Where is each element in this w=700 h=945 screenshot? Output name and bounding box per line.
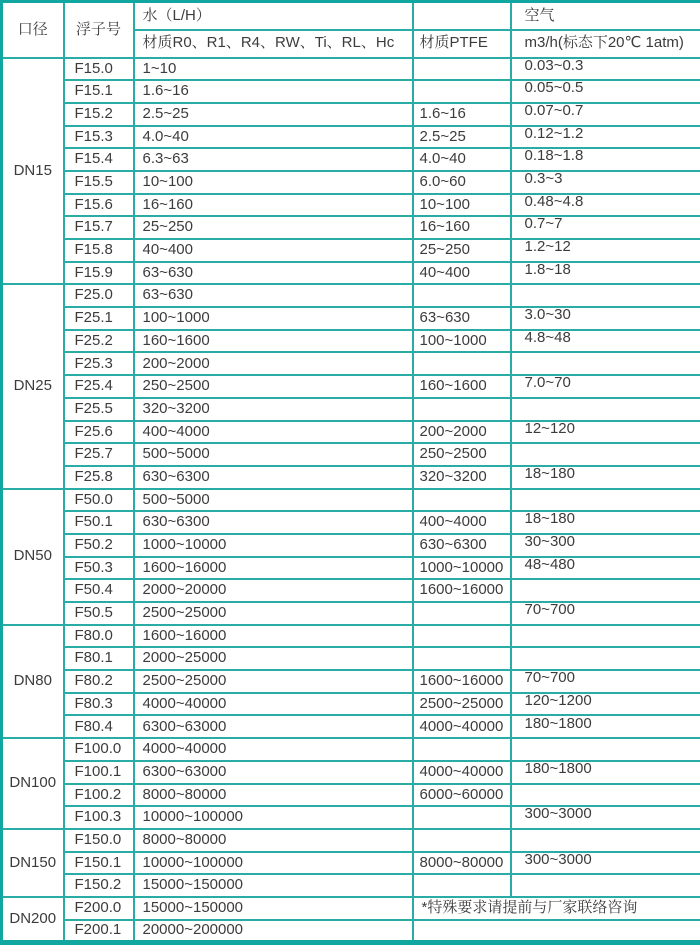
water-range-cell: 15000~150000 bbox=[134, 897, 413, 920]
float-number-cell: F100.1 bbox=[64, 761, 134, 784]
water-range-cell: 500~5000 bbox=[134, 443, 413, 466]
ptfe-range-cell: 4000~40000 bbox=[413, 715, 511, 738]
note-cell: *特殊要求请提前与厂家联络咨询 bbox=[413, 897, 700, 920]
ptfe-range-cell: 200~2000 bbox=[413, 421, 511, 444]
water-range-cell: 10~100 bbox=[134, 171, 413, 194]
ptfe-range-cell bbox=[413, 489, 511, 512]
float-number-cell: F150.0 bbox=[64, 829, 134, 852]
air-range-cell bbox=[511, 670, 700, 693]
table-row bbox=[2, 194, 700, 217]
water-range-cell: 2000~25000 bbox=[134, 647, 413, 670]
water-range-cell: 4000~40000 bbox=[134, 693, 413, 716]
table-row bbox=[2, 761, 700, 784]
air-range-text: 48~480 bbox=[524, 556, 575, 573]
air-range-text: 4.8~48 bbox=[524, 329, 571, 346]
air-range-cell bbox=[511, 352, 700, 375]
table-row bbox=[2, 443, 700, 466]
ptfe-range-cell: 2.5~25 bbox=[413, 126, 511, 149]
water-range-cell: 200~2000 bbox=[134, 352, 413, 375]
ptfe-range-cell bbox=[413, 647, 511, 670]
air-range-cell bbox=[511, 216, 700, 239]
air-range-text: 180~1800 bbox=[524, 715, 592, 732]
air-range-text: 3.0~30 bbox=[524, 307, 571, 324]
table-row bbox=[2, 579, 700, 602]
table-row bbox=[2, 58, 700, 81]
water-range-cell: 160~1600 bbox=[134, 330, 413, 353]
air-range-text: 70~700 bbox=[524, 602, 575, 619]
table-row bbox=[2, 829, 700, 852]
float-number-cell: F15.3 bbox=[64, 126, 134, 149]
water-range-cell: 1000~10000 bbox=[134, 534, 413, 557]
diameter-cell: DN25 bbox=[2, 284, 64, 488]
air-range-cell bbox=[511, 171, 700, 194]
table-row bbox=[2, 80, 700, 103]
water-range-cell: 63~630 bbox=[134, 262, 413, 285]
air-range-text: 18~180 bbox=[524, 465, 575, 482]
header-diameter: 口径 bbox=[2, 2, 64, 58]
ptfe-range-cell bbox=[413, 738, 511, 761]
air-range-cell bbox=[511, 511, 700, 534]
table-row bbox=[2, 284, 700, 307]
water-range-cell: 2.5~25 bbox=[134, 103, 413, 126]
ptfe-range-cell: 400~4000 bbox=[413, 511, 511, 534]
float-number-cell: F150.1 bbox=[64, 852, 134, 875]
float-number-cell: F15.7 bbox=[64, 216, 134, 239]
float-number-cell: F25.0 bbox=[64, 284, 134, 307]
air-range-cell bbox=[511, 239, 700, 262]
air-range-cell bbox=[511, 852, 700, 875]
float-number-cell: F50.3 bbox=[64, 557, 134, 580]
water-range-cell: 8000~80000 bbox=[134, 829, 413, 852]
ptfe-range-cell bbox=[413, 829, 511, 852]
float-number-cell: F100.2 bbox=[64, 784, 134, 807]
ptfe-range-cell: 160~1600 bbox=[413, 375, 511, 398]
air-range-cell bbox=[511, 806, 700, 829]
water-range-cell: 6.3~63 bbox=[134, 148, 413, 171]
table-row bbox=[2, 511, 700, 534]
diameter-cell: DN15 bbox=[2, 58, 64, 285]
water-range-cell: 1600~16000 bbox=[134, 557, 413, 580]
air-range-cell bbox=[511, 874, 700, 897]
air-range-text: 18~180 bbox=[524, 511, 575, 528]
float-number-cell: F25.4 bbox=[64, 375, 134, 398]
float-number-cell: F200.1 bbox=[64, 920, 134, 943]
air-range-text: 12~120 bbox=[524, 420, 575, 437]
water-range-cell: 630~6300 bbox=[134, 511, 413, 534]
air-range-cell bbox=[511, 80, 700, 103]
float-number-cell: F100.0 bbox=[64, 738, 134, 761]
water-range-cell: 15000~150000 bbox=[134, 874, 413, 897]
water-range-cell: 2500~25000 bbox=[134, 670, 413, 693]
diameter-cell: DN50 bbox=[2, 489, 64, 625]
table-row bbox=[2, 148, 700, 171]
header-material-ptfe: 材质PTFE bbox=[413, 30, 511, 58]
ptfe-range-cell: 2500~25000 bbox=[413, 693, 511, 716]
air-range-cell bbox=[511, 784, 700, 807]
water-range-cell: 250~2500 bbox=[134, 375, 413, 398]
water-range-cell: 10000~100000 bbox=[134, 806, 413, 829]
table-row bbox=[2, 625, 700, 648]
air-range-text: 70~700 bbox=[524, 670, 575, 687]
ptfe-range-cell: 16~160 bbox=[413, 216, 511, 239]
water-range-cell: 320~3200 bbox=[134, 398, 413, 421]
table-row bbox=[2, 216, 700, 239]
table-row bbox=[2, 171, 700, 194]
ptfe-range-cell: 630~6300 bbox=[413, 534, 511, 557]
float-number-cell: F150.2 bbox=[64, 874, 134, 897]
table-row bbox=[2, 852, 700, 875]
float-number-cell: F80.0 bbox=[64, 625, 134, 648]
table-row bbox=[2, 874, 700, 897]
air-range-cell bbox=[511, 715, 700, 738]
diameter-cell: DN100 bbox=[2, 738, 64, 829]
table-row bbox=[2, 103, 700, 126]
water-range-cell: 2500~25000 bbox=[134, 602, 413, 625]
ptfe-range-cell bbox=[413, 602, 511, 625]
water-range-cell: 4000~40000 bbox=[134, 738, 413, 761]
header-air-group: 空气 bbox=[511, 2, 700, 30]
air-range-text: 0.05~0.5 bbox=[524, 80, 584, 97]
table-row bbox=[2, 375, 700, 398]
water-range-cell: 10000~100000 bbox=[134, 852, 413, 875]
air-range-cell bbox=[511, 693, 700, 716]
water-range-cell: 8000~80000 bbox=[134, 784, 413, 807]
air-range-text: 0.12~1.2 bbox=[524, 125, 584, 142]
table-row bbox=[2, 330, 700, 353]
water-range-cell: 500~5000 bbox=[134, 489, 413, 512]
air-range-cell bbox=[511, 126, 700, 149]
float-number-cell: F15.4 bbox=[64, 148, 134, 171]
ptfe-range-cell: 10~100 bbox=[413, 194, 511, 217]
float-number-cell: F80.1 bbox=[64, 647, 134, 670]
water-range-cell: 25~250 bbox=[134, 216, 413, 239]
header-water-group: 水（L/H） bbox=[134, 2, 413, 30]
ptfe-range-cell: 6000~60000 bbox=[413, 784, 511, 807]
air-range-cell bbox=[511, 443, 700, 466]
table-row bbox=[2, 398, 700, 421]
table-row bbox=[2, 602, 700, 625]
table-row bbox=[2, 307, 700, 330]
air-range-text: 0.3~3 bbox=[524, 170, 563, 188]
float-number-cell: F25.1 bbox=[64, 307, 134, 330]
float-number-cell: F25.3 bbox=[64, 352, 134, 375]
water-range-cell: 400~4000 bbox=[134, 421, 413, 444]
ptfe-range-cell: 100~1000 bbox=[413, 330, 511, 353]
air-range-cell bbox=[511, 557, 700, 580]
air-range-text: 0.48~4.8 bbox=[524, 193, 584, 210]
ptfe-range-cell bbox=[413, 352, 511, 375]
float-number-cell: F50.5 bbox=[64, 602, 134, 625]
air-range-cell bbox=[511, 761, 700, 784]
ptfe-range-cell: 1600~16000 bbox=[413, 670, 511, 693]
water-range-cell: 6300~63000 bbox=[134, 715, 413, 738]
table-row bbox=[2, 738, 700, 761]
ptfe-range-cell: 1000~10000 bbox=[413, 557, 511, 580]
air-range-cell bbox=[511, 829, 700, 852]
table-row bbox=[2, 421, 700, 444]
air-range-cell bbox=[511, 489, 700, 512]
air-range-cell bbox=[511, 194, 700, 217]
float-number-cell: F50.0 bbox=[64, 489, 134, 512]
air-range-cell bbox=[511, 534, 700, 557]
air-range-cell bbox=[511, 58, 700, 81]
table-row bbox=[2, 557, 700, 580]
ptfe-range-cell: 6.0~60 bbox=[413, 171, 511, 194]
float-number-cell: F15.8 bbox=[64, 239, 134, 262]
air-range-cell bbox=[511, 421, 700, 444]
air-range-cell bbox=[511, 647, 700, 670]
header-material-r: 材质R0、R1、R4、RW、Ti、RL、Hc bbox=[134, 30, 413, 58]
header-air-unit: m3/h(标态下20℃ 1atm) bbox=[511, 30, 700, 58]
air-range-text: 1.8~18 bbox=[524, 261, 571, 278]
water-range-cell: 6300~63000 bbox=[134, 761, 413, 784]
air-range-text: 0.03~0.3 bbox=[524, 57, 584, 74]
air-range-text: 180~1800 bbox=[524, 760, 592, 777]
float-number-cell: F15.1 bbox=[64, 80, 134, 103]
air-range-text: 0.7~7 bbox=[524, 216, 563, 233]
water-range-cell: 630~6300 bbox=[134, 466, 413, 489]
ptfe-range-cell: 320~3200 bbox=[413, 466, 511, 489]
air-range-text: 300~3000 bbox=[524, 851, 592, 868]
float-number-cell: F50.4 bbox=[64, 579, 134, 602]
diameter-cell: DN150 bbox=[2, 829, 64, 897]
air-range-cell bbox=[511, 625, 700, 648]
air-range-text: 0.18~1.8 bbox=[524, 148, 584, 165]
float-number-cell: F15.5 bbox=[64, 171, 134, 194]
diameter-cell: DN80 bbox=[2, 625, 64, 738]
table-row bbox=[2, 920, 700, 943]
table-row bbox=[2, 352, 700, 375]
float-number-cell: F100.3 bbox=[64, 806, 134, 829]
water-range-cell: 1.6~16 bbox=[134, 80, 413, 103]
ptfe-range-cell bbox=[413, 625, 511, 648]
water-range-cell: 1600~16000 bbox=[134, 625, 413, 648]
air-range-cell bbox=[511, 103, 700, 126]
water-range-cell: 63~630 bbox=[134, 284, 413, 307]
ptfe-range-cell bbox=[413, 806, 511, 829]
ptfe-range-cell: 4000~40000 bbox=[413, 761, 511, 784]
ptfe-range-cell: 4.0~40 bbox=[413, 148, 511, 171]
water-range-cell: 100~1000 bbox=[134, 307, 413, 330]
float-number-cell: F50.2 bbox=[64, 534, 134, 557]
water-range-cell: 4.0~40 bbox=[134, 126, 413, 149]
ptfe-range-cell: 1600~16000 bbox=[413, 579, 511, 602]
air-range-cell bbox=[511, 602, 700, 625]
water-range-cell: 40~400 bbox=[134, 239, 413, 262]
table-row bbox=[2, 239, 700, 262]
water-range-cell: 1~10 bbox=[134, 58, 413, 81]
air-range-cell bbox=[511, 262, 700, 285]
table-row bbox=[2, 897, 700, 920]
water-range-cell: 16~160 bbox=[134, 194, 413, 217]
ptfe-range-cell bbox=[413, 80, 511, 103]
float-number-cell: F200.0 bbox=[64, 897, 134, 920]
ptfe-range-cell bbox=[413, 398, 511, 421]
air-range-text: 0.07~0.7 bbox=[524, 102, 584, 119]
header-float-number: 浮子号 bbox=[64, 2, 134, 58]
empty-span-cell bbox=[413, 920, 700, 943]
table-row bbox=[2, 126, 700, 149]
air-range-cell bbox=[511, 738, 700, 761]
table-row bbox=[2, 806, 700, 829]
ptfe-range-cell: 1.6~16 bbox=[413, 103, 511, 126]
spec-table-body bbox=[2, 58, 700, 943]
ptfe-range-cell bbox=[413, 58, 511, 81]
air-range-text: 120~1200 bbox=[524, 692, 592, 709]
header-water-ptfe-spacer bbox=[413, 2, 511, 30]
air-range-cell bbox=[511, 398, 700, 421]
air-range-text: 1.2~12 bbox=[524, 239, 571, 256]
ptfe-range-cell bbox=[413, 874, 511, 897]
ptfe-range-cell: 25~250 bbox=[413, 239, 511, 262]
float-number-cell: F15.2 bbox=[64, 103, 134, 126]
diameter-cell: DN200 bbox=[2, 897, 64, 943]
air-range-cell bbox=[511, 330, 700, 353]
float-number-cell: F25.8 bbox=[64, 466, 134, 489]
table-row bbox=[2, 534, 700, 557]
ptfe-range-cell: 250~2500 bbox=[413, 443, 511, 466]
air-range-text: 300~3000 bbox=[524, 806, 592, 823]
table-row bbox=[2, 670, 700, 693]
air-range-cell bbox=[511, 579, 700, 602]
float-number-cell: F15.6 bbox=[64, 194, 134, 217]
air-range-cell bbox=[511, 307, 700, 330]
float-number-cell: F25.5 bbox=[64, 398, 134, 421]
table-row bbox=[2, 466, 700, 489]
air-range-text: 30~300 bbox=[524, 533, 575, 551]
float-number-cell: F15.9 bbox=[64, 262, 134, 285]
float-number-cell: F25.7 bbox=[64, 443, 134, 466]
float-number-cell: F80.2 bbox=[64, 670, 134, 693]
air-range-cell bbox=[511, 375, 700, 398]
water-range-cell: 2000~20000 bbox=[134, 579, 413, 602]
table-row bbox=[2, 715, 700, 738]
ptfe-range-cell bbox=[413, 284, 511, 307]
float-number-cell: F50.1 bbox=[64, 511, 134, 534]
float-number-cell: F80.4 bbox=[64, 715, 134, 738]
table-row bbox=[2, 647, 700, 670]
air-range-cell bbox=[511, 284, 700, 307]
table-row bbox=[2, 262, 700, 285]
float-number-cell: F25.2 bbox=[64, 330, 134, 353]
table-header bbox=[2, 2, 700, 58]
float-number-cell: F15.0 bbox=[64, 58, 134, 81]
table-row bbox=[2, 489, 700, 512]
float-number-cell: F80.3 bbox=[64, 693, 134, 716]
air-range-cell bbox=[511, 148, 700, 171]
ptfe-range-cell: 40~400 bbox=[413, 262, 511, 285]
table-row bbox=[2, 693, 700, 716]
air-range-cell bbox=[511, 466, 700, 489]
ptfe-range-cell: 63~630 bbox=[413, 307, 511, 330]
water-range-cell: 20000~200000 bbox=[134, 920, 413, 943]
ptfe-range-cell: 8000~80000 bbox=[413, 852, 511, 875]
table-row bbox=[2, 784, 700, 807]
air-range-text: 7.0~70 bbox=[524, 375, 571, 392]
header-row-1 bbox=[2, 2, 700, 30]
float-number-cell: F25.6 bbox=[64, 421, 134, 444]
